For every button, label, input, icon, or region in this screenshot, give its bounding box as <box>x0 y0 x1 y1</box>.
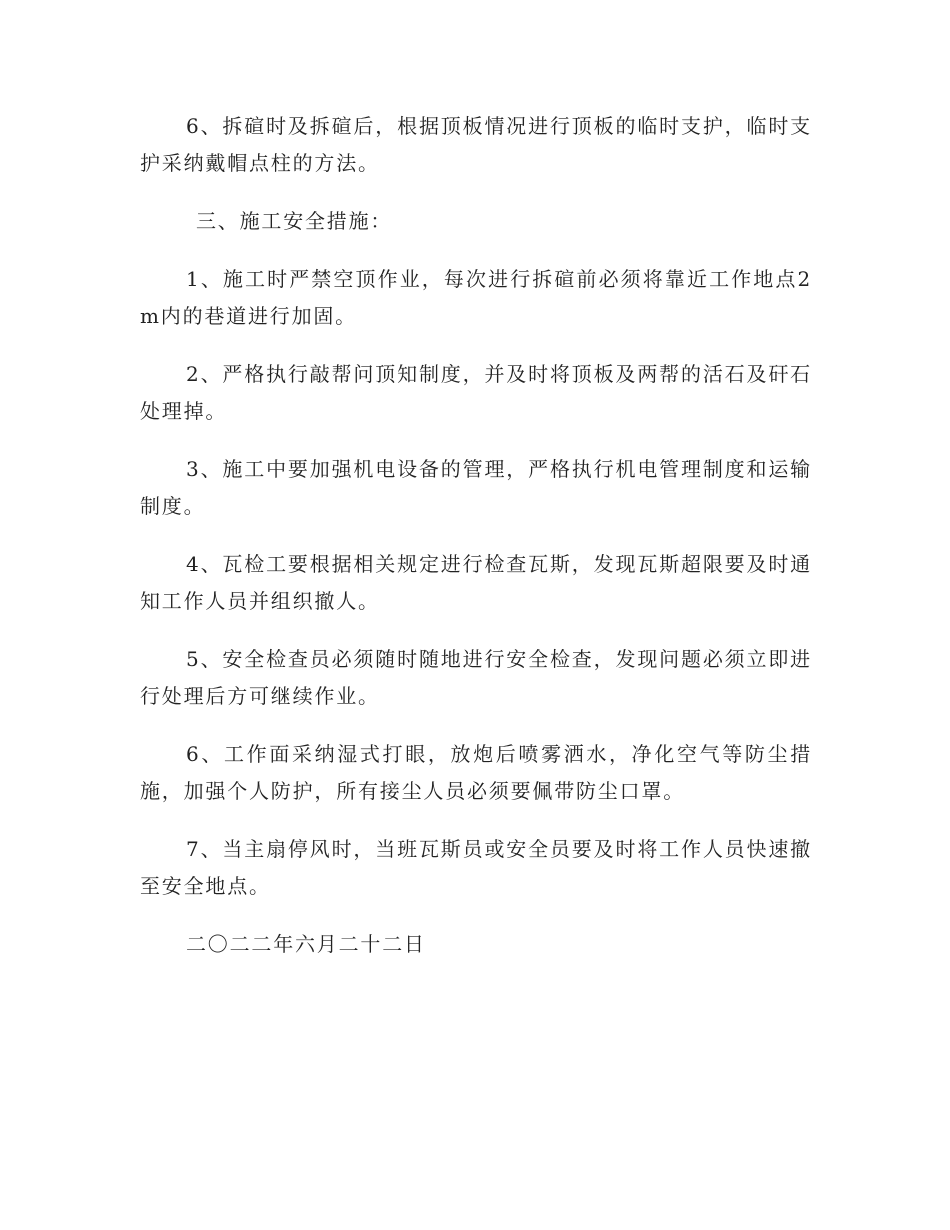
paragraph-measure-3: 3、施工中要加强机电设备的管理，严格执行机电管理制度和运输制度。 <box>140 457 812 518</box>
paragraph-measure-1: 1、施工时严禁空顶作业，每次进行拆碹前必须将靠近工作地点2m内的巷道进行加固。 <box>140 267 812 328</box>
paragraph-measure-7: 7、当主扇停风时，当班瓦斯员或安全员要及时将工作人员快速撤至安全地点。 <box>140 837 812 898</box>
paragraph-measure-2: 2、严格执行敲帮问顶知制度，并及时将顶板及两帮的活石及矸石处理掉。 <box>140 362 812 423</box>
document-date: 二〇二二年六月二十二日 <box>186 932 426 956</box>
document-body <box>140 108 812 984</box>
paragraph-measure-5: 5、安全检查员必须随时随地进行安全检查，发现问题必须立即进行处理后方可继续作业。 <box>140 647 812 708</box>
paragraph-measure-6: 6、工作面采纳湿式打眼，放炮后喷雾洒水，净化空气等防尘措施，加强个人防护，所有接尘人员必须要佩带防尘口罩。 <box>140 742 812 803</box>
paragraph-demolition-support: 6、拆碹时及拆碹后，根据顶板情况进行顶板的临时支护，临时支护采纳戴帽点柱的方法。 <box>140 114 812 175</box>
paragraph-measure-4: 4、瓦检工要根据相关规定进行检查瓦斯，发现瓦斯超限要及时通知工作人员并组织撤人。 <box>140 552 812 613</box>
section-heading-safety-measures: 三、施工安全措施： <box>196 209 393 233</box>
